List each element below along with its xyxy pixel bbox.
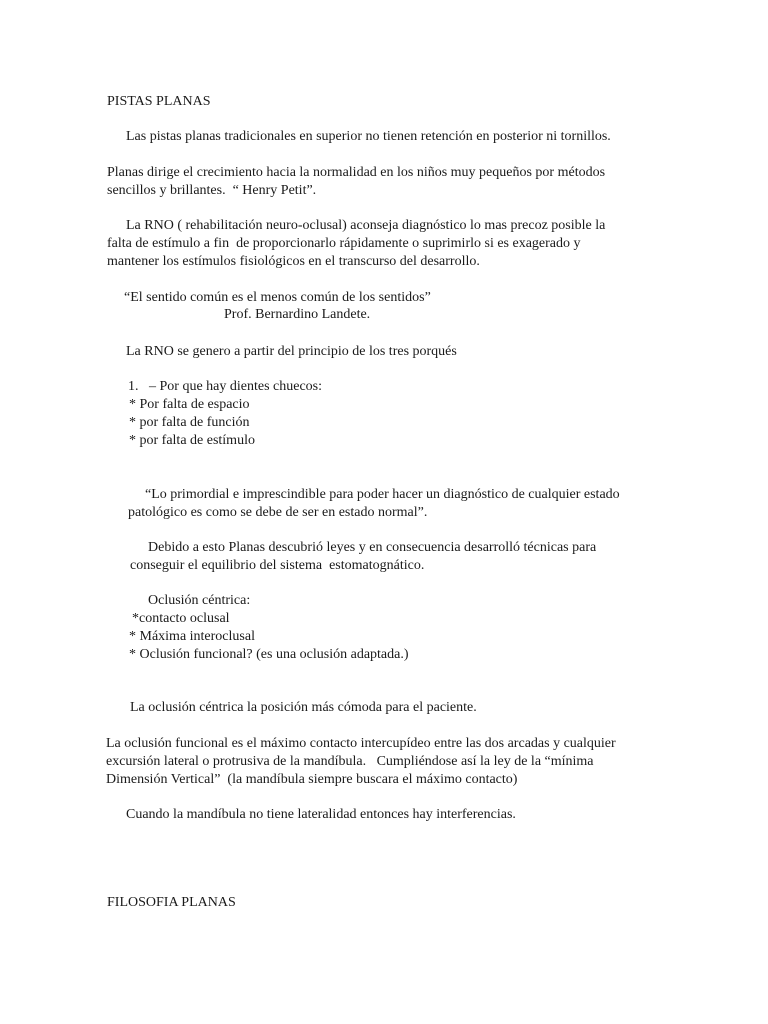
list-2-item: * Oclusión funcional? (es una oclusión adaptada.) [129, 647, 409, 662]
paragraph-7-line-2: excursión lateral o protrusiva de la mandíbula. Cumpliéndose así la ley de la “mínima [106, 754, 594, 769]
list-2-title: Oclusión céntrica: [148, 593, 251, 608]
list-2-item: * Máxima interoclusal [129, 629, 255, 644]
heading-pistas-planas: PISTAS PLANAS [107, 94, 211, 109]
list-1-item: * por falta de función [129, 415, 250, 430]
paragraph-2-line-2: sencillos y brillantes. “ Henry Petit”. [107, 183, 317, 198]
paragraph-7-line-1: La oclusión funcional es el máximo contacto intercupídeo entre las dos arcadas y cualquier [106, 736, 616, 751]
quote-1: “El sentido común es el menos común de los sentidos” [124, 290, 431, 305]
list-1-item: * por falta de estímulo [129, 433, 255, 448]
paragraph-4: La RNO se genero a partir del principio de los tres porqués [126, 344, 457, 359]
paragraph-8: Cuando la mandíbula no tiene lateralidad entonces hay interferencias. [126, 807, 516, 822]
list-1-title: 1. – Por que hay dientes chuecos: [128, 379, 323, 394]
paragraph-5-line-2: conseguir el equilibrio del sistema estomatognático. [130, 558, 425, 573]
paragraph-3-line-1: La RNO ( rehabilitación neuro-oclusal) aconseja diagnóstico lo mas precoz posible la [126, 218, 606, 233]
list-1-item: * Por falta de espacio [129, 397, 250, 412]
quote-2-line-2: patológico es como se debe de ser en estado normal”. [128, 505, 428, 520]
list-2-item: *contacto oclusal [132, 611, 230, 626]
paragraph-5-line-1: Debido a esto Planas descubrió leyes y en consecuencia desarrolló técnicas para [148, 540, 597, 555]
paragraph-6: La oclusión céntrica la posición más cómoda para el paciente. [130, 700, 477, 715]
paragraph-3-line-3: mantener los estímulos fisiológicos en el transcurso del desarrollo. [107, 254, 480, 269]
heading-filosofia-planas: FILOSOFIA PLANAS [107, 895, 236, 910]
paragraph-7-line-3: Dimensión Vertical” (la mandíbula siempre buscara el máximo contacto) [106, 772, 518, 787]
quote-1-author: Prof. Bernardino Landete. [224, 307, 371, 322]
quote-2-line-1: “Lo primordial e imprescindible para poder hacer un diagnóstico de cualquier estado [145, 487, 620, 502]
paragraph-2-line-1: Planas dirige el crecimiento hacia la normalidad en los niños muy pequeños por métodos [107, 165, 606, 180]
paragraph-3-line-2: falta de estímulo a fin de proporcionarlo rápidamente o suprimirlo si es exagerado y [107, 236, 581, 251]
paragraph-1: Las pistas planas tradicionales en superior no tienen retención en posterior ni tornillos. [126, 129, 611, 144]
